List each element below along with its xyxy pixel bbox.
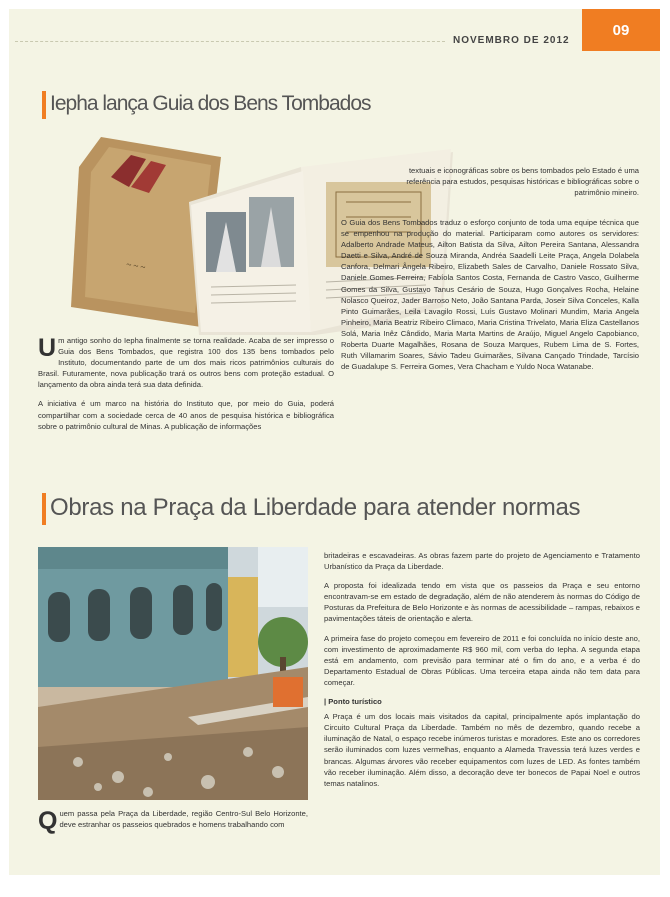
guia-second-paragraph: A iniciativa é um marco na história do Instituto que, por meio do Guia, poderá compartilhar com a sociedade cerca de 40 anos de pesquisa histórica e bibliográfica sobre o patrimônio cultural de Minas. A publicação de informações: [38, 399, 334, 431]
svg-text:~ ~ ~: ~ ~ ~: [125, 259, 147, 273]
page-number: 09: [612, 21, 630, 39]
obras-paragraph: A primeira fase do projeto começou em fevereiro de 2011 e foi concluída no início deste ano, com investimento de aproximadamente R$ 960 mil, com verba do Iepha. A segunda etapa está em andamento, com previsão para terminar até o fim do ano, e a verba é do Departamento Estadual de Obras Públicas. Uma terceira etapa ainda não tem data para começar.: [324, 633, 640, 687]
guia-column-right-top: [377, 165, 639, 206]
article-title-obras: Obras na Praça da Liberdade para atender normas: [50, 494, 581, 521]
title-accent-bar: [42, 493, 46, 525]
guia-intro-paragraph: m antigo sonho do Iepha finalmente se torna realidade. Acaba de ser impresso o Guia dos Bens Tombados, que registra 100 dos 135 bens tombados pelo Instituto, documentando parte de um dos mais ricos patrimônios culturais do Brasil. Futuramente, nova publicação trará os outros bens com proteção estadual. O lançamento da obra ainda terá sua data definida.: [38, 336, 334, 390]
header-divider: [15, 41, 445, 42]
article-title-guia: Iepha lança Guia dos Bens Tombados: [50, 92, 371, 115]
obras-intro-paragraph: uem passa pela Praça da Liberdade, região Centro-Sul Belo Horizonte, deve estranhar os passeios quebrados e homens trabalhando com: [59, 809, 308, 830]
magazine-page: [9, 9, 660, 875]
page-number-tab: [582, 9, 660, 51]
ponto-turistico-subheading: | Ponto turístico: [324, 697, 382, 707]
plaza-image: [38, 547, 308, 800]
obras-paragraph: A proposta foi idealizada tendo em vista que os passeios da Praça e seu entorno encontravam-se em estado de degradação, além de não atenderem às normas do Código de Posturas da Prefeitura de Belo Horizonte e às normas de acessibilidade – rampas, rebaixos e pavimentações táteis de orientação e alerta.: [324, 581, 640, 624]
guia-column-right: [341, 217, 639, 380]
issue-date: NOVEMBRO DE 2012: [453, 35, 570, 46]
guia-authors-paragraph: O Guia dos Bens Tombados traduz o esforço conjunto de toda uma equipe técnica que se empenhou na produção do material. Participaram como autores os servidores: Adalberto Andrade Mateus, Ailton Batista da Silva, Ailton Pereira Santana, Alessandra Daetti e Silva, André de Souza Miranda, Andréa Saadelli Leite Praça, Angela Dolabela Canfora, Delmari Ângela Ribeiro, Elizabeth Sales de Carvalho, Daniele Rossato Silva, Daniele Gomes Ferreira, Fabíola Santos Costa, Fernanda de Castro Vasco, Guilherme Gomes da Silva, Gustavo Tanus Cesário de Souza, Hugo Gonçalves Rocha, Helaine Nolasco Queiroz, Jader Barroso Neto, João Santana Parda, Joseir Silva Conceles, Kalla Pinto Guimarães, Leila Lavagilo Rossi, Luís Gustavo Molinari Mundim, Maria Angela Pinheiro, Maria Beatriz Ribeiro Climaco, Maria Cristina Trivelato, Maria Eliza Castellanos Solá, Maria Inêz Cândido, Maria Marta Martins de Araújo, Miguel Angelo Capobianco, Roberta Duarte Magalhães, Rosana de Souza Marques, Rubem Lima de S. Fortes, Ruth Villamarim Soares, Sávio Tadeu Guimarães, Silvana Cançado Trindade, Tarcísio de Guadalupe S. Ferreira Gomes, Vera Chacham e Yuldo Noca Watanabe.: [341, 218, 639, 372]
obras-paragraph: britadeiras e escavadeiras. As obras fazem parte do projeto de Agenciamento e Tratamento Urbanístico da Praça da Liberdade.: [324, 551, 640, 572]
guia-paragraph: textuais e iconográficas sobre os bens tombados pelo Estado é uma referência para estudos, pesquisas históricas e bibliográficas sobre o patrimônio mineiro.: [406, 166, 639, 198]
dropcap-u: U: [38, 334, 57, 362]
dropcap-q: Q: [38, 807, 58, 835]
praca-liberdade-photo: [38, 547, 308, 800]
obras-column-left: [38, 808, 308, 838]
guia-column-left: [38, 335, 334, 440]
obras-paragraph: A Praça é um dos locais mais visitados da capital, principalmente após implantação do Circuito Cultural Praça da Liberdade. Também no mês de dezembro, quando recebe a iluminação de Natal, o espaço recebe inúmeros turistas e moradores. Este ano os corredores serão iluminados com luzes vermelhas, enquanto a Alameda Travessia terá luzes verdes e brancas. Algumas árvores vão receber equipamentos com luzes de LED. As fontes também vão receber iluminação. Além disso, a decoração deve ter bonecos de Papai Noel e outros temas natalinos.: [324, 712, 640, 788]
title-accent-bar: [42, 91, 46, 119]
obras-column-right: [324, 550, 640, 797]
